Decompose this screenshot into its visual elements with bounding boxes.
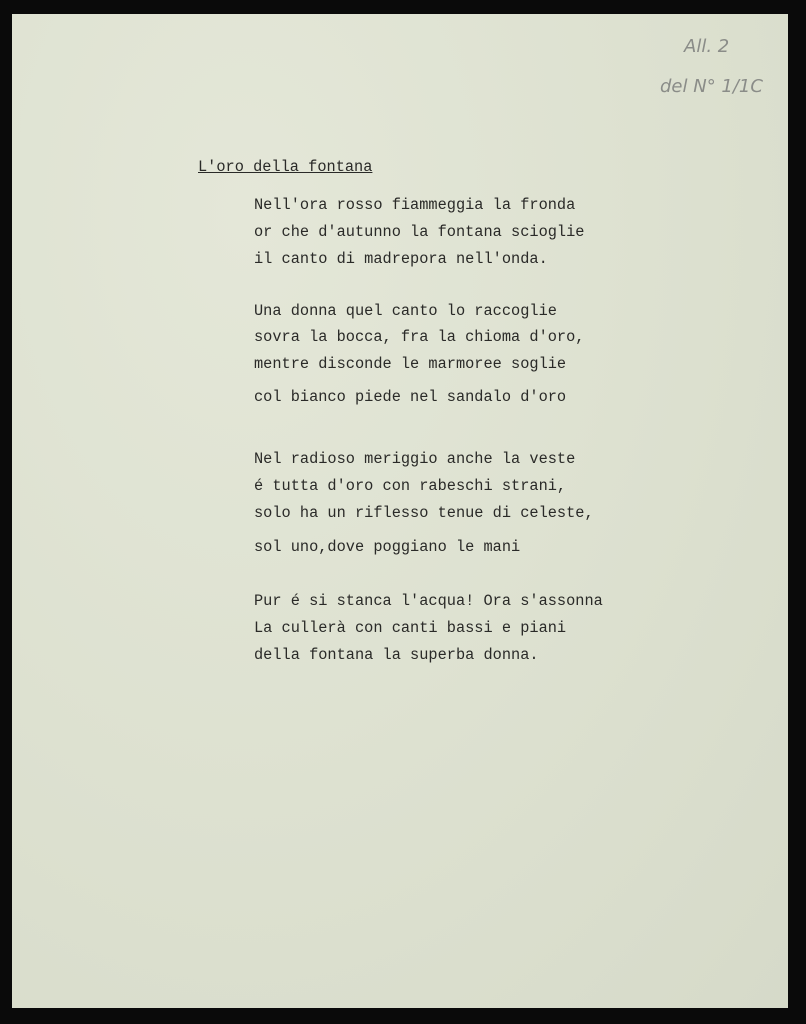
poem-line: Nel radioso meriggio anche la veste — [254, 450, 576, 468]
poem-line: mentre disconde le marmoree soglie — [254, 355, 567, 373]
poem-line: Pur é si stanca l'acqua! Ora s'assonna — [254, 592, 603, 610]
poem-line: é tutta d'oro con rabeschi strani, — [254, 477, 567, 495]
poem-line: sovra la bocca, fra la chioma d'oro, — [254, 328, 585, 346]
poem-line: col bianco piede nel sandalo d'oro — [254, 388, 567, 406]
poem-line: Nell'ora rosso fiammeggia la fronda — [254, 196, 576, 214]
poem-line: della fontana la superba donna. — [254, 646, 539, 664]
poem-line: sol uno,dove poggiano le mani — [254, 538, 521, 556]
poem-line: solo ha un riflesso tenue di celeste, — [254, 504, 594, 522]
poem-title: L'oro della fontana — [198, 158, 373, 176]
handwritten-annotation-1: All. 2 — [684, 36, 730, 57]
handwritten-annotation-2: del N° 1/1C — [660, 76, 763, 97]
document-page — [12, 14, 788, 1008]
poem-line: Una donna quel canto lo raccoglie — [254, 302, 557, 320]
poem-line: La cullerà con canti bassi e piani — [254, 619, 567, 637]
poem-line: il canto di madrepora nell'onda. — [254, 250, 548, 268]
poem-line: or che d'autunno la fontana scioglie — [254, 223, 585, 241]
